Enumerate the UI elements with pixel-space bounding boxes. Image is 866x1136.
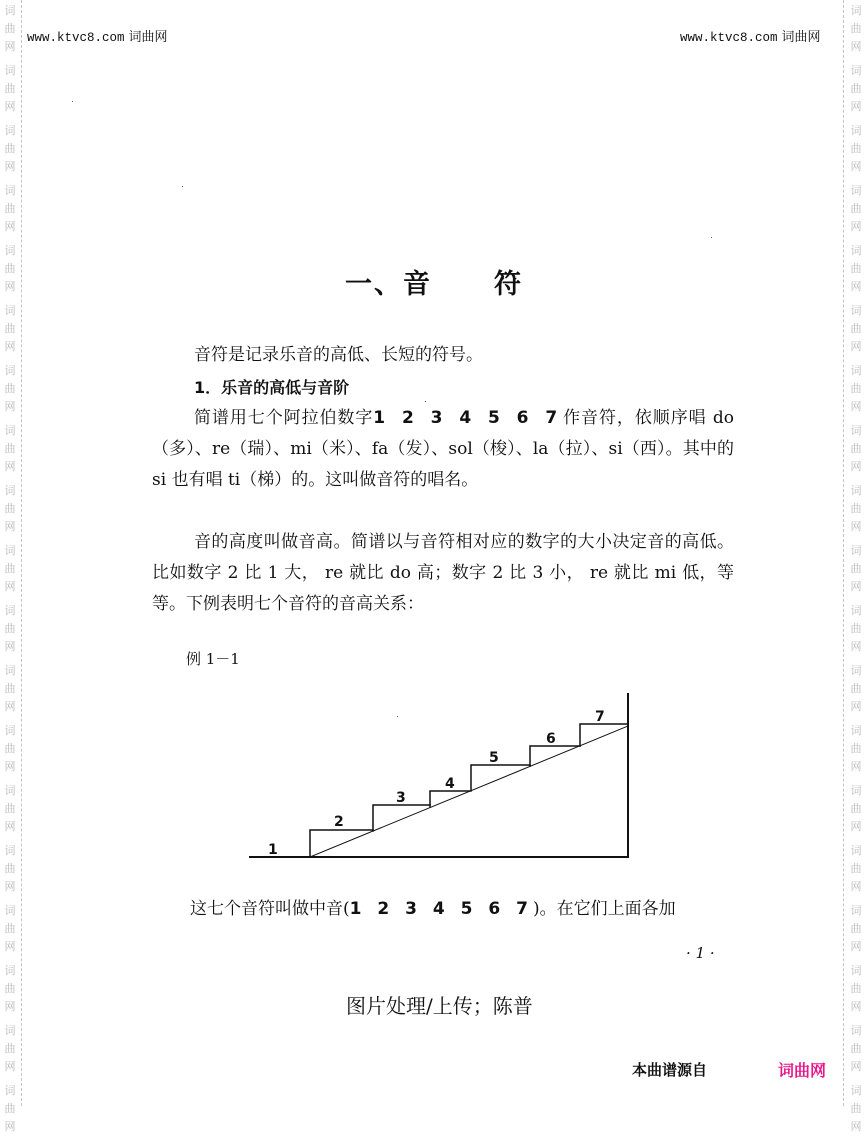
watermark-char: 曲 (850, 682, 862, 695)
source-label: 本曲谱源自 (632, 1061, 708, 1079)
step-label-1: 1 (268, 842, 278, 858)
watermark-char: 曲 (4, 1042, 16, 1055)
watermark-char: 网 (850, 340, 862, 353)
watermark-char: 词 (4, 4, 16, 17)
watermark-char: 网 (850, 1120, 862, 1133)
step-label-3: 3 (396, 790, 406, 806)
header-right-site-name: 词曲网 (781, 30, 821, 45)
watermark-char: 曲 (850, 982, 862, 995)
watermark-char: 词 (4, 724, 16, 737)
watermark-char: 词 (850, 484, 862, 497)
watermark-char: 词 (850, 304, 862, 317)
watermark-char: 曲 (850, 1102, 862, 1115)
watermark-char: 词 (850, 904, 862, 917)
watermark-char: 词 (850, 1084, 862, 1097)
watermark-char: 网 (4, 400, 16, 413)
watermark-char: 曲 (4, 502, 16, 515)
watermark-char: 网 (850, 220, 862, 233)
section-heading: 1．乐音的高低与音阶 (194, 378, 350, 397)
header-left-url[interactable]: www.ktvc8.com (27, 31, 125, 45)
watermark-char: 词 (850, 604, 862, 617)
step-label-6: 6 (546, 731, 556, 747)
watermark-char: 网 (4, 940, 16, 953)
watermark-char: 词 (850, 4, 862, 17)
watermark-char: 词 (850, 664, 862, 677)
watermark-char: 曲 (850, 502, 862, 515)
watermark-char: 词 (4, 844, 16, 857)
watermark-char: 词 (850, 364, 862, 377)
watermark-char: 网 (4, 220, 16, 233)
watermark-char: 曲 (850, 802, 862, 815)
watermark-char: 网 (4, 700, 16, 713)
paragraph-3-digits: 1 2 3 4 5 6 7 (349, 899, 533, 919)
step-label-2: 2 (334, 814, 344, 830)
watermark-char: 曲 (850, 862, 862, 875)
watermark-char: 曲 (850, 922, 862, 935)
watermark-char: 网 (850, 160, 862, 173)
watermark-char: 网 (850, 640, 862, 653)
watermark-char: 曲 (4, 82, 16, 95)
watermark-char: 曲 (4, 622, 16, 635)
watermark-char: 曲 (4, 382, 16, 395)
watermark-char: 网 (4, 340, 16, 353)
watermark-char: 词 (4, 124, 16, 137)
chapter-title-part1: 一、音 (345, 269, 432, 300)
watermark-char: 网 (850, 760, 862, 773)
watermark-char: 网 (4, 40, 16, 53)
paragraph-3 (190, 894, 750, 925)
watermark-char: 网 (4, 460, 16, 473)
watermark-char: 网 (4, 1060, 16, 1073)
watermark-char: 网 (4, 280, 16, 293)
watermark-char: 曲 (850, 142, 862, 155)
watermark-char: 词 (4, 304, 16, 317)
watermark-char: 网 (850, 1060, 862, 1073)
watermark-char: 词 (850, 844, 862, 857)
watermark-char: 网 (4, 100, 16, 113)
watermark-char: 曲 (850, 202, 862, 215)
watermark-char: 词 (4, 784, 16, 797)
watermark-char: 词 (850, 784, 862, 797)
watermark-char: 曲 (4, 982, 16, 995)
watermark-char: 网 (850, 460, 862, 473)
watermark-char: 曲 (850, 82, 862, 95)
watermark-char: 词 (850, 964, 862, 977)
watermark-char: 曲 (850, 382, 862, 395)
watermark-char: 网 (4, 1000, 16, 1013)
watermark-char: 词 (4, 544, 16, 557)
watermark-char: 曲 (4, 1102, 16, 1115)
watermark-char: 曲 (4, 202, 16, 215)
paragraph-1-suffix: 作音符，依顺序唱 do（多）、re（瑞）、mi（米）、fa（发）、sol（梭）、la（拉）、si（西）。其中的 si 也有唱 ti（梯）的。这叫做音符的唱名。 (152, 408, 734, 490)
watermark-char: 词 (4, 424, 16, 437)
watermark-char: 网 (4, 640, 16, 653)
watermark-char: 词 (850, 724, 862, 737)
paragraph-3-suffix: )。在它们上面各加 (532, 899, 676, 919)
watermark-char: 网 (850, 1000, 862, 1013)
watermark-char: 词 (4, 904, 16, 917)
paragraph-1-digits: 1 2 3 4 5 6 7 (373, 408, 563, 428)
watermark-char: 曲 (4, 442, 16, 455)
watermark-char: 网 (850, 700, 862, 713)
watermark-char: 词 (850, 184, 862, 197)
watermark-char: 词 (850, 244, 862, 257)
watermark-char: 曲 (4, 802, 16, 815)
watermark-char: 网 (850, 880, 862, 893)
watermark-char: 网 (850, 400, 862, 413)
watermark-char: 词 (850, 424, 862, 437)
watermark-char: 曲 (4, 322, 16, 335)
header-right-url[interactable]: www.ktvc8.com (680, 31, 778, 45)
watermark-char: 词 (4, 364, 16, 377)
watermark-char: 曲 (850, 22, 862, 35)
watermark-char: 曲 (4, 922, 16, 935)
step-label-7: 7 (595, 709, 605, 725)
watermark-char: 词 (4, 484, 16, 497)
watermark-char: 词 (4, 604, 16, 617)
watermark-char: 网 (850, 280, 862, 293)
watermark-char: 词 (850, 64, 862, 77)
watermark-char: 词 (4, 964, 16, 977)
watermark-char: 网 (850, 40, 862, 53)
watermark-char: 曲 (4, 742, 16, 755)
watermark-char: 词 (4, 664, 16, 677)
header-left-site-name: 词曲网 (128, 30, 168, 45)
watermark-char: 词 (4, 1024, 16, 1037)
watermark-char: 网 (850, 520, 862, 533)
watermark-char: 网 (850, 100, 862, 113)
watermark-char: 曲 (850, 562, 862, 575)
watermark-char: 词 (4, 184, 16, 197)
step-label-5: 5 (489, 750, 499, 766)
upload-credit: 图片处理/上传；陈普 (346, 994, 533, 1018)
watermark-char: 网 (4, 820, 16, 833)
source-site-link[interactable]: 词曲网 (778, 1061, 827, 1080)
watermark-char: 曲 (850, 1042, 862, 1055)
intro-paragraph: 音符是记录乐音的高低、长短的符号。 (194, 345, 483, 365)
watermark-char: 曲 (4, 862, 16, 875)
watermark-char: 网 (850, 940, 862, 953)
watermark-char: 曲 (850, 622, 862, 635)
chapter-title-part2: 符 (494, 269, 523, 300)
watermark-char: 网 (4, 760, 16, 773)
page-number: · 1 · (686, 944, 715, 962)
watermark-char: 曲 (850, 262, 862, 275)
watermark-char: 曲 (4, 562, 16, 575)
step-label-4: 4 (445, 776, 455, 792)
watermark-char: 曲 (850, 442, 862, 455)
watermark-char: 词 (850, 1024, 862, 1037)
watermark-char: 网 (4, 880, 16, 893)
watermark-char: 曲 (4, 142, 16, 155)
watermark-char: 网 (850, 820, 862, 833)
watermark-char: 曲 (850, 742, 862, 755)
watermark-char: 网 (4, 580, 16, 593)
paragraph-3-prefix: 这七个音符叫做中音( (190, 899, 350, 919)
watermark-char: 曲 (4, 262, 16, 275)
watermark-char: 词 (850, 124, 862, 137)
watermark-char: 网 (4, 1120, 16, 1133)
example-label: 例 1－1 (186, 650, 240, 668)
watermark-char: 曲 (4, 682, 16, 695)
watermark-char: 词 (850, 544, 862, 557)
watermark-char: 曲 (850, 322, 862, 335)
watermark-char: 曲 (4, 22, 16, 35)
paragraph-2: 音的高度叫做音高。简谱以与音符相对应的数字的大小决定音的高低。比如数字 2 比 1 大， re 就比 do 高；数字 2 比 3 小， re 就比 mi 低，等等。下例表明七个音符的音高关系： (152, 532, 734, 614)
watermark-char: 网 (4, 520, 16, 533)
watermark-char: 词 (4, 244, 16, 257)
watermark-char: 网 (4, 160, 16, 173)
paragraph-1-prefix: 简谱用七个阿拉伯数字 (194, 408, 374, 428)
watermark-char: 词 (4, 64, 16, 77)
watermark-char: 网 (850, 580, 862, 593)
watermark-char: 词 (4, 1084, 16, 1097)
